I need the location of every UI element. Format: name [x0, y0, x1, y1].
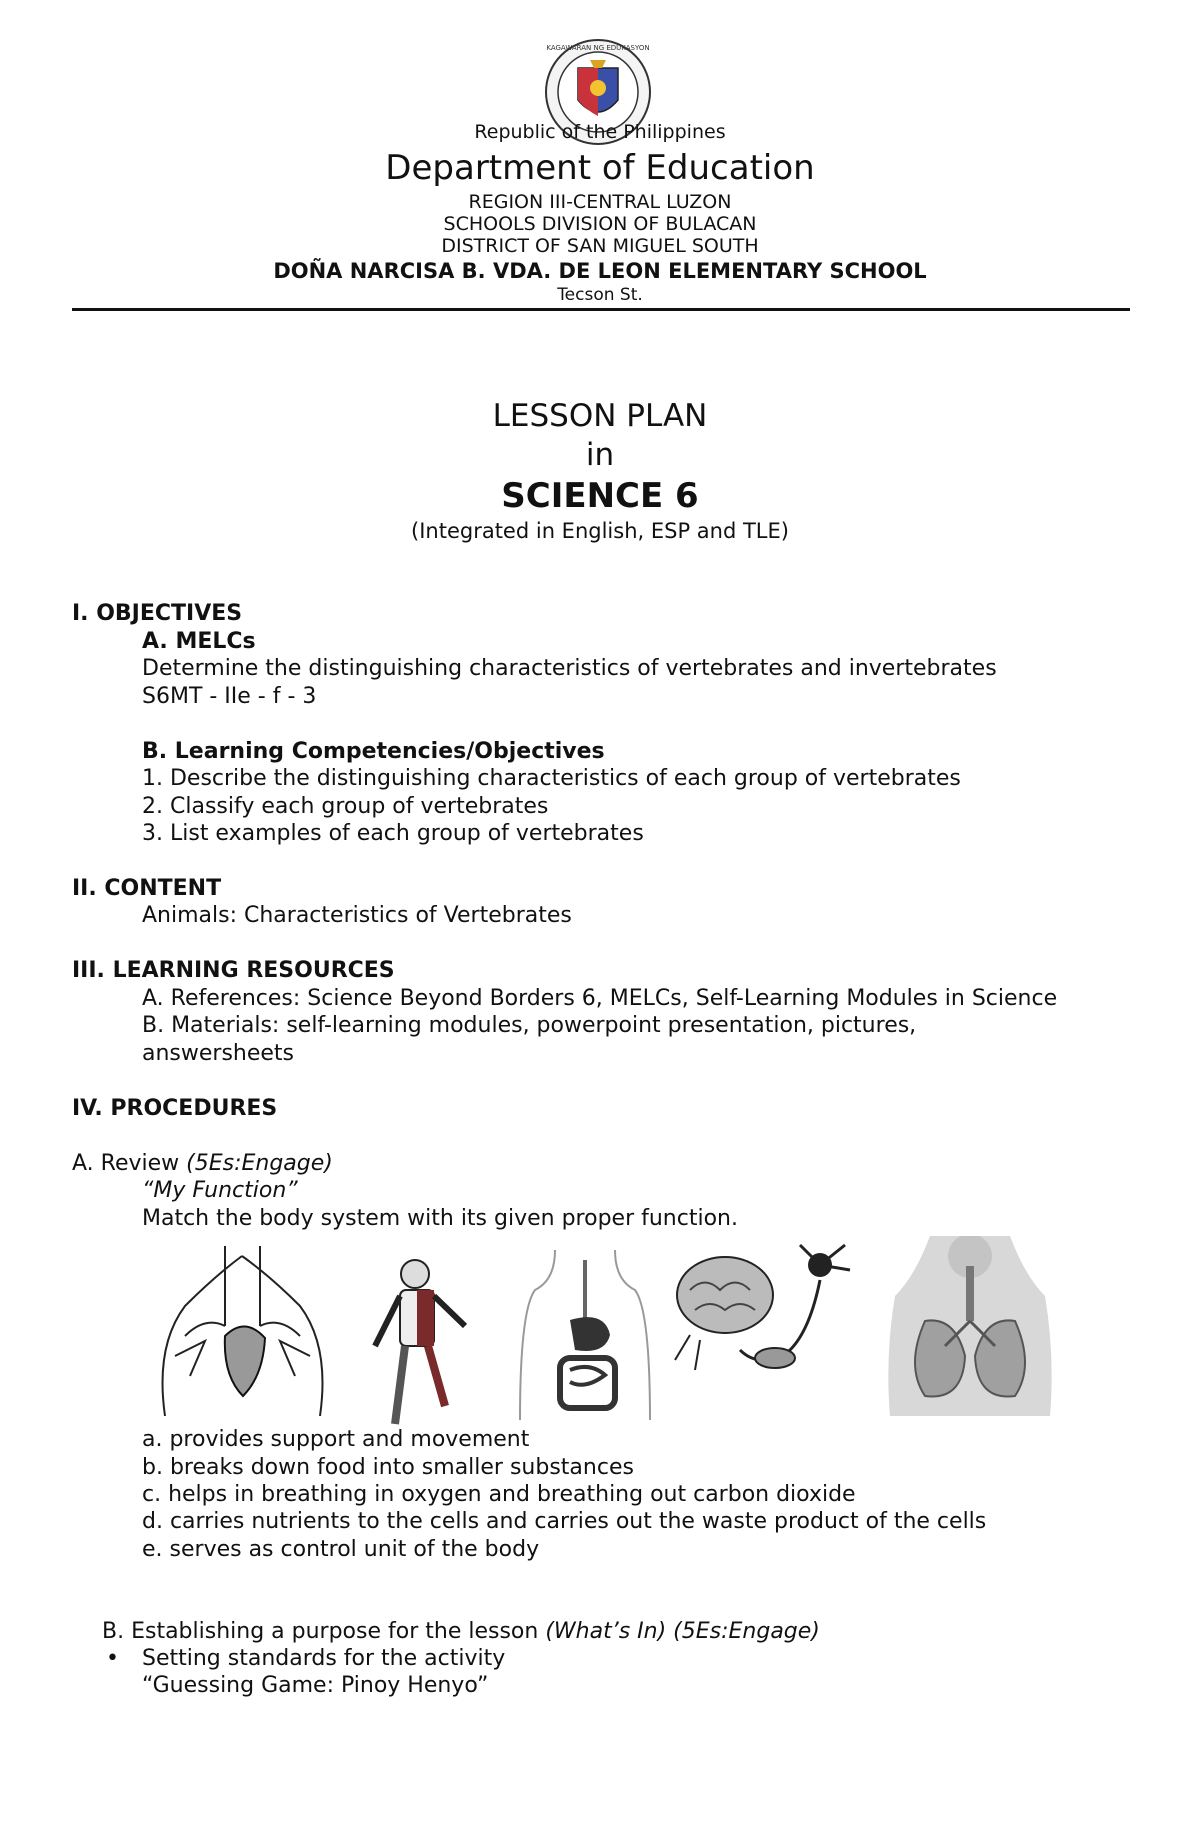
content-text: Animals: Characteristics of Vertebrates	[142, 903, 572, 928]
respiratory-system-icon	[885, 1236, 1055, 1416]
nervous-system-icon	[670, 1240, 855, 1380]
header-divider	[72, 308, 1130, 311]
digestive-system-icon	[515, 1250, 655, 1420]
subject-title: SCIENCE 6	[501, 476, 699, 516]
competency-item: 2. Classify each group of vertebrates	[142, 794, 549, 819]
school-address: Tecson St.	[557, 285, 643, 305]
review-tag: (5Es:Engage)	[186, 1151, 333, 1176]
integration-note: (Integrated in English, ESP and TLE)	[411, 519, 789, 543]
objectives-heading: I. OBJECTIVES	[72, 601, 243, 626]
lesson-plan-title: LESSON PLAN	[492, 398, 708, 434]
district-label: DISTRICT OF SAN MIGUEL SOUTH	[441, 235, 759, 257]
game-title: “Guessing Game: Pinoy Henyo”	[142, 1673, 489, 1698]
purpose-tag: (What’s In) (5Es:Engage)	[545, 1619, 820, 1644]
melcs-heading: A. MELCs	[142, 629, 256, 654]
choice-item: c. helps in breathing in oxygen and breathing out carbon dioxide	[142, 1482, 856, 1507]
melcs-code: S6MT - IIe - f - 3	[142, 684, 317, 709]
resources-heading: III. LEARNING RESOURCES	[72, 958, 395, 983]
competency-item: 3. List examples of each group of vertebrates	[142, 821, 644, 846]
region-label: REGION III-CENTRAL LUZON	[468, 191, 732, 213]
activity-instruction: Match the body system with its given proper function.	[142, 1206, 738, 1231]
choice-item: e. serves as control unit of the body	[142, 1537, 540, 1562]
activity-title: “My Function”	[142, 1178, 298, 1203]
choice-item: a. provides support and movement	[142, 1427, 530, 1452]
department-title: Department of Education	[385, 148, 815, 188]
review-label: A. Review	[72, 1151, 187, 1176]
division-label: SCHOOLS DIVISION OF BULACAN	[443, 213, 757, 235]
materials-text-cont: answersheets	[142, 1041, 295, 1066]
republic-label: Republic of the Philippines	[474, 121, 726, 143]
competencies-heading: B. Learning Competencies/Objectives	[142, 739, 605, 764]
procedures-heading: IV. PROCEDURES	[72, 1096, 278, 1121]
bullet-text: Setting standards for the activity	[142, 1646, 506, 1671]
circulatory-system-icon	[145, 1246, 340, 1416]
competency-item: 1. Describe the distinguishing characteristics of each group of vertebrates	[142, 766, 961, 791]
references-text: A. References: Science Beyond Borders 6, MELCs, Self-Learning Modules in Science	[142, 986, 1058, 1011]
choice-item: d. carries nutrients to the cells and carries out the waste product of the cells	[142, 1509, 987, 1534]
school-name: DOÑA NARCISA B. VDA. DE LEON ELEMENTARY SCHOOL	[273, 259, 927, 283]
lesson-plan-in: in	[585, 437, 615, 473]
review-line	[72, 1151, 333, 1176]
purpose-line	[102, 1619, 820, 1644]
choice-item: b. breaks down food into smaller substances	[142, 1455, 634, 1480]
purpose-label: B. Establishing a purpose for the lesson	[102, 1619, 546, 1644]
content-heading: II. CONTENT	[72, 876, 222, 901]
seal-text: KAGAWARAN NG EDUKASYON	[546, 44, 650, 52]
bullet-icon: •	[106, 1646, 119, 1671]
skeletal-muscular-system-icon	[360, 1256, 490, 1426]
melcs-text: Determine the distinguishing characteristics of vertebrates and invertebrates	[142, 656, 997, 681]
materials-text: B. Materials: self-learning modules, powerpoint presentation, pictures,	[142, 1013, 917, 1038]
